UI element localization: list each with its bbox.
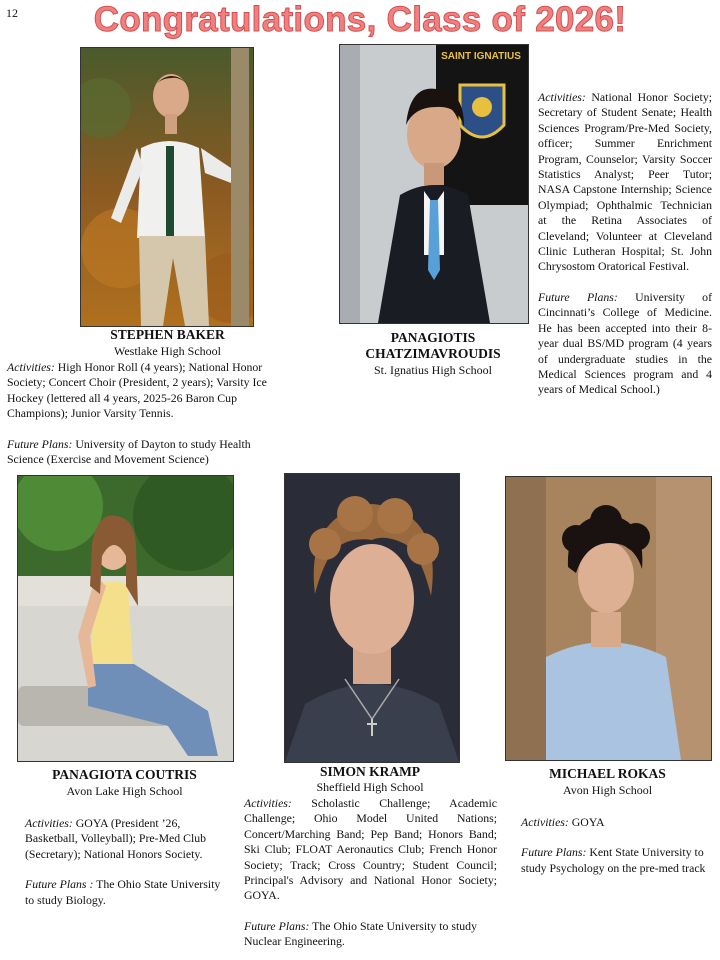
student-name: PANAGIOTA COUTRIS [52, 767, 197, 782]
photo-michael-rokas [505, 476, 712, 761]
activities-value: GOYA (President ’26, Basketball, Volleyball); Pre-Med Club (Secretary); National Honors Society. [25, 816, 207, 861]
activities-label: Activities: [244, 796, 292, 810]
future-plans-label: Future Plans: [521, 845, 587, 860]
future-plans-label: Future Plans : [25, 877, 94, 892]
student-name: STEPHEN BAKER [110, 327, 225, 342]
student-school: Westlake High School [113, 344, 221, 358]
activities-text [521, 815, 716, 830]
activities-value: National Honor Society; Secretary of Student Senate; Health Sciences Program/Pre-Med Society, officer; Summer Enrichment Program, Counselor; Varsity Soccer Statistics Analyst; Peer Tutor; NASA Capstone Internship; Science Olympiad; Ophthalmic Technician at the Retina Associates of Cleveland; Volunteer at Cleveland Clinic Lutheran Hospital; St. John Chrysostom Oratorical Festival. [538, 90, 712, 274]
future-plans-text [25, 877, 223, 908]
photo-simon-kramp [284, 473, 460, 763]
student-school: Avon Lake High School [66, 784, 183, 798]
banner-text: SAINT IGNATIUS [441, 51, 521, 62]
student-bio-panagiota-coutris [25, 816, 223, 908]
activities-value: Scholastic Challenge; Academic Challenge; Ohio Model United Nations; Concert/Marching Band; Pep Band; Honors Band; Ski Club; FLOAT Aeronautics Club; French Honor Society; Track; Cross Country; Student Council; Principal's Advisory and National Honor Society; GOYA. [244, 796, 497, 903]
photo-stephen-baker [80, 47, 254, 327]
student-bio-stephen-baker [7, 360, 279, 467]
activities-text [25, 816, 223, 862]
activities-label: Activities: [7, 360, 55, 374]
page-headline: Congratulations, Class of 2026! [93, 0, 627, 39]
student-bio-michael-rokas [521, 815, 716, 876]
future-plans-label: Future Plans: [7, 436, 73, 451]
photo-panagiota-coutris [17, 475, 234, 762]
future-plans-value: University of Cincinnati’s College of Medicine. He has been accepted into their 8-year dual BS/MD program (4 years of undergraduate studies in the Medical Sciences program and 4 years of Medical School.) [538, 289, 713, 397]
page-number: 12 [6, 6, 18, 20]
future-plans-label: Future Plans: [244, 918, 310, 933]
future-plans-text [7, 437, 279, 468]
student-school: Avon High School [562, 783, 653, 797]
future-plans-value: The Ohio State University to study Nuclear Engineering. [244, 918, 477, 949]
student-bio-panagiotis-chatzimavroudis [538, 90, 712, 398]
photo-panagiotis-chatzimavroudis [339, 44, 529, 324]
student-school: St. Ignatius High School [373, 363, 492, 377]
activities-value: GOYA [568, 815, 605, 829]
student-name-line2: CHATZIMAVROUDIS [365, 346, 501, 361]
future-plans-text [521, 845, 716, 876]
activities-value: High Honor Roll (4 years); National Honor Society; Concert Choir (President, 2 years); Varsity Ice Hockey (lettered all 4 years, 2025-26 Baron Cup Champions); Junior Varsity Tennis. [7, 360, 267, 421]
activities-text [244, 796, 497, 904]
activities-label: Activities: [521, 815, 569, 829]
future-plans-text [244, 919, 497, 950]
student-name: MICHAEL ROKAS [549, 766, 666, 781]
activities-text [538, 90, 712, 275]
future-plans-label: Future Plans: [538, 289, 618, 304]
student-school: Sheffield High School [316, 780, 424, 794]
activities-text [7, 360, 279, 422]
future-plans-text [538, 290, 712, 398]
activities-label: Activities: [25, 816, 73, 830]
future-plans-value: The Ohio State University to study Biology. [25, 877, 221, 907]
activities-label: Activities: [538, 90, 586, 104]
student-name: SIMON KRAMP [319, 764, 421, 779]
future-plans-value: Kent State University to study Psychology on the pre-med track [521, 845, 706, 875]
future-plans-value: University of Dayton to study Health Science (Exercise and Movement Science) [7, 436, 251, 467]
student-bio-simon-kramp [244, 796, 497, 950]
student-name-line1: PANAGIOTIS [390, 330, 476, 345]
